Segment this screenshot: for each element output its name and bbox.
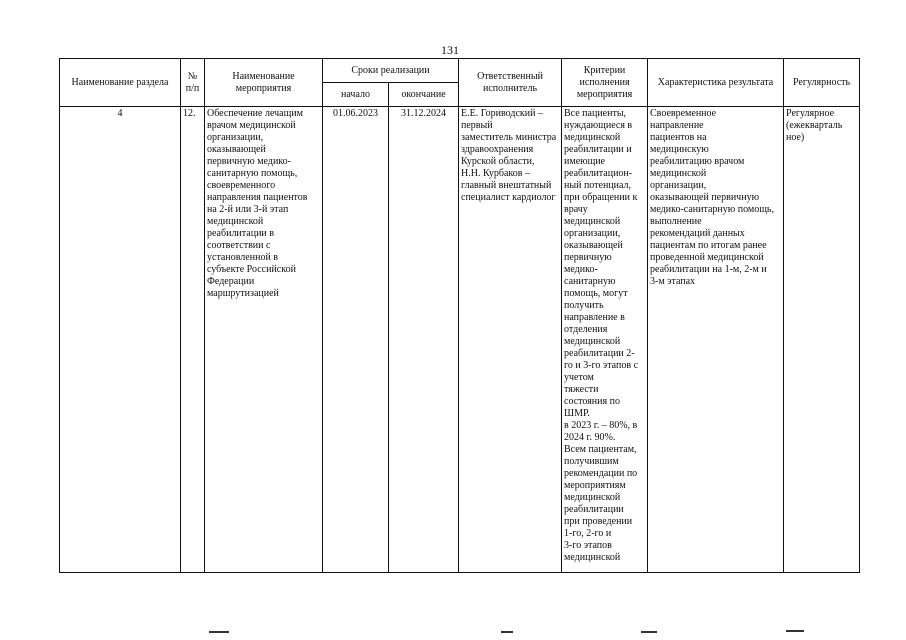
header-criteria: Критерии исполнения мероприятия	[562, 59, 648, 107]
cell-start: 01.06.2023	[323, 107, 389, 573]
cell-line: реабилитации в	[207, 228, 274, 239]
cell-line: врачу	[564, 204, 588, 215]
cell-line: Е.Е. Гориводский –	[461, 108, 543, 119]
cell-line: Федерации	[207, 276, 255, 287]
cell-line: соответствии с	[207, 240, 271, 251]
cell-line: медицинской	[564, 216, 621, 227]
cell-line: 1-го, 2-го и	[564, 528, 612, 539]
cell-line: оказывающей первичную	[650, 192, 760, 203]
cell-line: субъекте Российской	[207, 264, 296, 275]
cell-line: Курской области,	[461, 156, 535, 167]
cell-line: учетом	[564, 372, 594, 383]
cell-line: Регулярное	[786, 108, 835, 119]
cell-line: Н.Н. Курбаков –	[461, 168, 530, 179]
cell-line: получившим	[564, 456, 619, 467]
cell-line: рекомендации по	[564, 468, 638, 479]
header-num: № п/п	[181, 59, 205, 107]
cell-line: медико-	[564, 264, 598, 275]
header-start: начало	[323, 83, 389, 107]
cell-line: организации,	[564, 228, 621, 239]
cell-line: главный внештатный	[461, 180, 552, 191]
cell-line: Все пациенты,	[564, 108, 627, 119]
cell-line: медицинской	[564, 492, 621, 503]
header-event: Наименование мероприятия	[205, 59, 323, 107]
cell-line: Своевременное	[650, 108, 717, 119]
cell-line: 3-м этапах	[650, 276, 696, 287]
cell-line: здравоохранения	[461, 144, 534, 155]
cell-line: реабилитацию врачом	[650, 156, 745, 167]
cell-line: го и 3-го этапов с	[564, 360, 639, 371]
cell-line: при проведении	[564, 516, 633, 527]
cell-line: (ежекварталь	[786, 120, 843, 131]
cell-line: врачом медицинской	[207, 120, 296, 131]
cell-line: ный потенциал,	[564, 180, 632, 191]
scan-artifact	[641, 631, 657, 633]
cell-line: пациентам по итогам ранее	[650, 240, 767, 251]
header-terms: Сроки реализации	[323, 59, 459, 83]
cell-line: мероприятиям	[564, 480, 626, 491]
cell-line: нуждающиеся в	[564, 120, 633, 131]
cell-line: имеющие	[564, 156, 606, 167]
cell-line: ное)	[786, 132, 805, 143]
cell-line: отделения	[564, 324, 608, 335]
cell-line: направление	[650, 120, 704, 131]
cell-line: помощь, могут	[564, 288, 628, 299]
cell-line: организации,	[650, 180, 707, 191]
cell-line: состояния по	[564, 396, 620, 407]
cell-section: 4	[60, 107, 181, 573]
cell-line: оказывающей	[207, 144, 266, 155]
scan-artifact	[209, 631, 229, 633]
cell-line: медицинской	[564, 552, 621, 563]
scan-artifact	[786, 630, 804, 632]
cell-line: установленной в	[207, 252, 279, 263]
cell-line: в 2023 г. – 80%, в	[564, 420, 638, 431]
cell-line: выполнение	[650, 216, 702, 227]
cell-line: проведенной медицинской	[650, 252, 764, 263]
cell-line: направление в	[564, 312, 625, 323]
cell-line: медицинской	[564, 336, 621, 347]
cell-line: первичную	[564, 252, 612, 263]
table-row	[60, 107, 860, 573]
cell-line: при обращении к	[564, 192, 638, 203]
cell-line: на 2-й или 3-й этап	[207, 204, 289, 215]
cell-line: специалист кардиолог	[461, 192, 556, 203]
cell-line: реабилитации	[564, 504, 624, 515]
cell-result	[648, 107, 784, 573]
cell-num: 12.	[181, 107, 205, 573]
cell-line: медицинскую	[650, 144, 709, 155]
cell-line: медицинской	[564, 132, 621, 143]
cell-event	[205, 107, 323, 573]
cell-line: санитарную	[564, 276, 616, 287]
cell-line: ШМР.	[564, 408, 590, 419]
cell-line: 3-го этапов	[564, 540, 612, 551]
cell-executor	[459, 107, 562, 573]
cell-line: получить	[564, 300, 604, 311]
activities-table	[59, 58, 860, 573]
cell-line: медико-санитарную помощь,	[650, 204, 774, 215]
header-result: Характеристика результата	[648, 59, 784, 107]
cell-line: медицинской	[207, 216, 264, 227]
cell-line: маршрутизацией	[207, 288, 279, 299]
cell-line: направления пациентов	[207, 192, 308, 203]
cell-line: первичную медико-	[207, 156, 291, 167]
header-regularity: Регулярность	[784, 59, 860, 107]
cell-line: 2024 г. 90%.	[564, 432, 616, 443]
cell-criteria	[562, 107, 648, 573]
cell-line: реабилитации 2-	[564, 348, 635, 359]
cell-line: Обеспечение лечащим	[207, 108, 303, 119]
cell-regularity	[784, 107, 860, 573]
cell-line: рекомендаций данных	[650, 228, 745, 239]
cell-line: первый	[461, 120, 493, 131]
cell-line: реабилитации на 1-м, 2-м и	[650, 264, 767, 275]
cell-line: оказывающей	[564, 240, 623, 251]
cell-line: Всем пациентам,	[564, 444, 637, 455]
header-end: окончание	[389, 83, 459, 107]
cell-line: санитарную помощь,	[207, 168, 298, 179]
cell-line: заместитель министра	[461, 132, 557, 143]
cell-line: пациентов на	[650, 132, 707, 143]
cell-line: реабилитации и	[564, 144, 632, 155]
cell-line: медицинской	[650, 168, 707, 179]
header-section: Наименование раздела	[60, 59, 181, 107]
cell-line: тяжести	[564, 384, 599, 395]
scan-artifact	[501, 631, 513, 633]
cell-line: реабилитацион-	[564, 168, 633, 179]
header-executor: Ответственный исполнитель	[459, 59, 562, 107]
cell-line: организации,	[207, 132, 264, 143]
cell-line: своевременного	[207, 180, 276, 191]
cell-end: 31.12.2024	[389, 107, 459, 573]
page-number: 131	[441, 43, 459, 57]
